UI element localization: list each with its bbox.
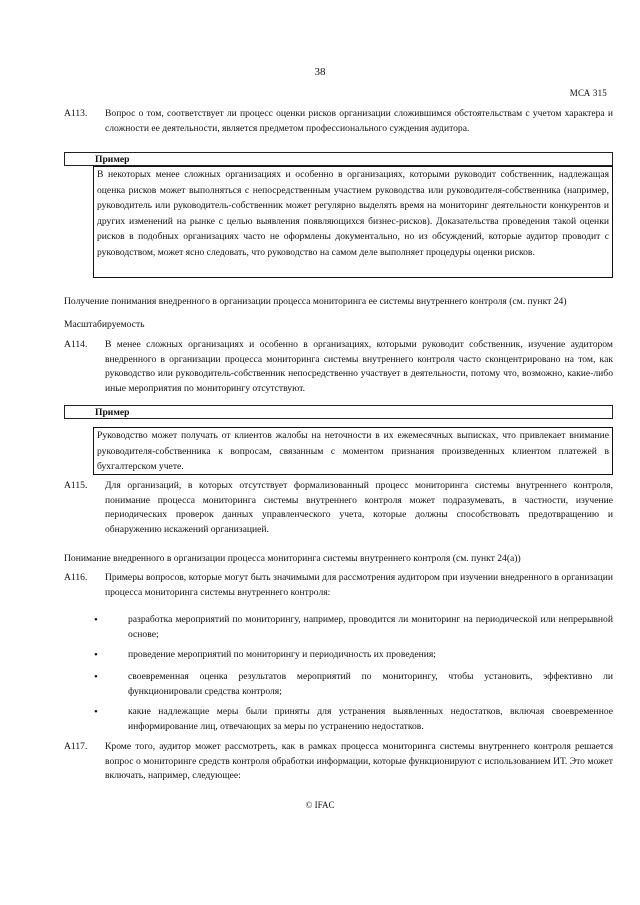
- bullet-item: разработка мероприятий по мониторингу, например, проводится ли мониторинг на периодической или непрерывной основе;: [128, 614, 613, 640]
- bullet-marker: •: [94, 614, 98, 626]
- section-heading: Понимание внедренного в организации процесса мониторинга системы внутреннего контроля (см. пункт 24(a)): [64, 553, 521, 564]
- example-box: Руководство может получать от клиентов жалобы на неточности в их ежемесячных выписках, что привлекает внимание руководителя-собственника к вопросам, связанным с моментом признания произведенных клиентом платежей в бухгалтерском учете.: [93, 427, 613, 475]
- example-heading: Пример: [64, 152, 613, 166]
- bullet-marker: •: [94, 649, 98, 661]
- footer-copyright: © IFAC: [305, 800, 335, 810]
- paragraph-number: A116.: [64, 572, 88, 583]
- paragraph-number: A117.: [64, 741, 88, 752]
- paragraph-number: A115.: [64, 480, 88, 491]
- bullet-marker: •: [94, 671, 98, 683]
- page-number: 38: [314, 66, 326, 78]
- paragraph-number: A113.: [64, 108, 88, 119]
- subsection-heading: Масштабируемость: [64, 319, 145, 330]
- paragraph-a116: Примеры вопросов, которые могут быть значимыми для рассмотрения аудитором при изучении внедренного в организации процесса мониторинга системы внутреннего контроля:: [105, 572, 613, 598]
- standard-code: МСА 315: [569, 88, 607, 98]
- paragraph-a114: В менее сложных организациях и особенно в организациях, которыми руководит собственник, изучение аудитором внедренного в организации процесса мониторинга системы внутреннего контроля часто сконцентрировано на том, как руководство или руководитель-собственник непосредственно участвует в деятельности, потому что, возможно, какие-либо иные мероприятия по мониторингу отсутствуют.: [105, 339, 613, 394]
- paragraph-number: A114.: [64, 339, 88, 350]
- example-box: В некоторых менее сложных организациях и особенно в организациях, которыми руководит собственник, надлежащая оценка рисков может выполняться с непосредственным участием руководства или руководителя-собственника (например, руководитель или руководитель-собственник может регулярно выделять время на мониторинг деятельности конкурентов и других изменений на рынке с целью выявления появляющихся бизнес-рисков). Доказательства проведения такой оценки рисков в подобных организациях часто не оформлены документально, но из обсуждений, которые аудитор проводит с руководством, может ясно следовать, что руководство на самом деле выполняет процедуры оценки рисков.: [93, 166, 613, 278]
- paragraph-a113: Вопрос о том, соответствует ли процесс оценки рисков организации сложившимся обстоятельствам с учетом характера и сложности ее деятельности, является предметом профессионального суждения аудитора.: [105, 108, 613, 134]
- bullet-item: своевременная оценка результатов мероприятий по мониторингу, чтобы установить, эффективно ли функционировали средства контроля;: [128, 671, 613, 697]
- paragraph-a115: Для организаций, в которых отсутствует формализованный процесс мониторинга системы внутреннего контроля, понимание процесса мониторинга системы внутреннего контроля может подразумевать, в частности, изучение периодических проверок данных управленческого учета, которые должны способствовать предотвращению и обнаружению искажений организацией.: [105, 480, 613, 535]
- example-heading: Пример: [64, 405, 613, 419]
- bullet-item: какие надлежащие меры были приняты для устранения выявленных недостатков, включая своевременное информирование лиц, отвечающих за меры по устранению недостатков.: [128, 706, 613, 732]
- section-heading: Получение понимания внедренного в организации процесса мониторинга ее системы внутреннего контроля (см. пункт 24): [64, 296, 567, 307]
- bullet-item: проведение мероприятий по мониторингу и периодичность их проведения;: [128, 649, 436, 660]
- paragraph-a117: Кроме того, аудитор может рассмотреть, как в рамках процесса мониторинга системы внутреннего контроля решается вопрос о мониторинге средств контроля обработки информации, которые функционируют с использованием ИТ. Это может включать, например, следующее:: [105, 741, 613, 782]
- bullet-marker: •: [94, 706, 98, 718]
